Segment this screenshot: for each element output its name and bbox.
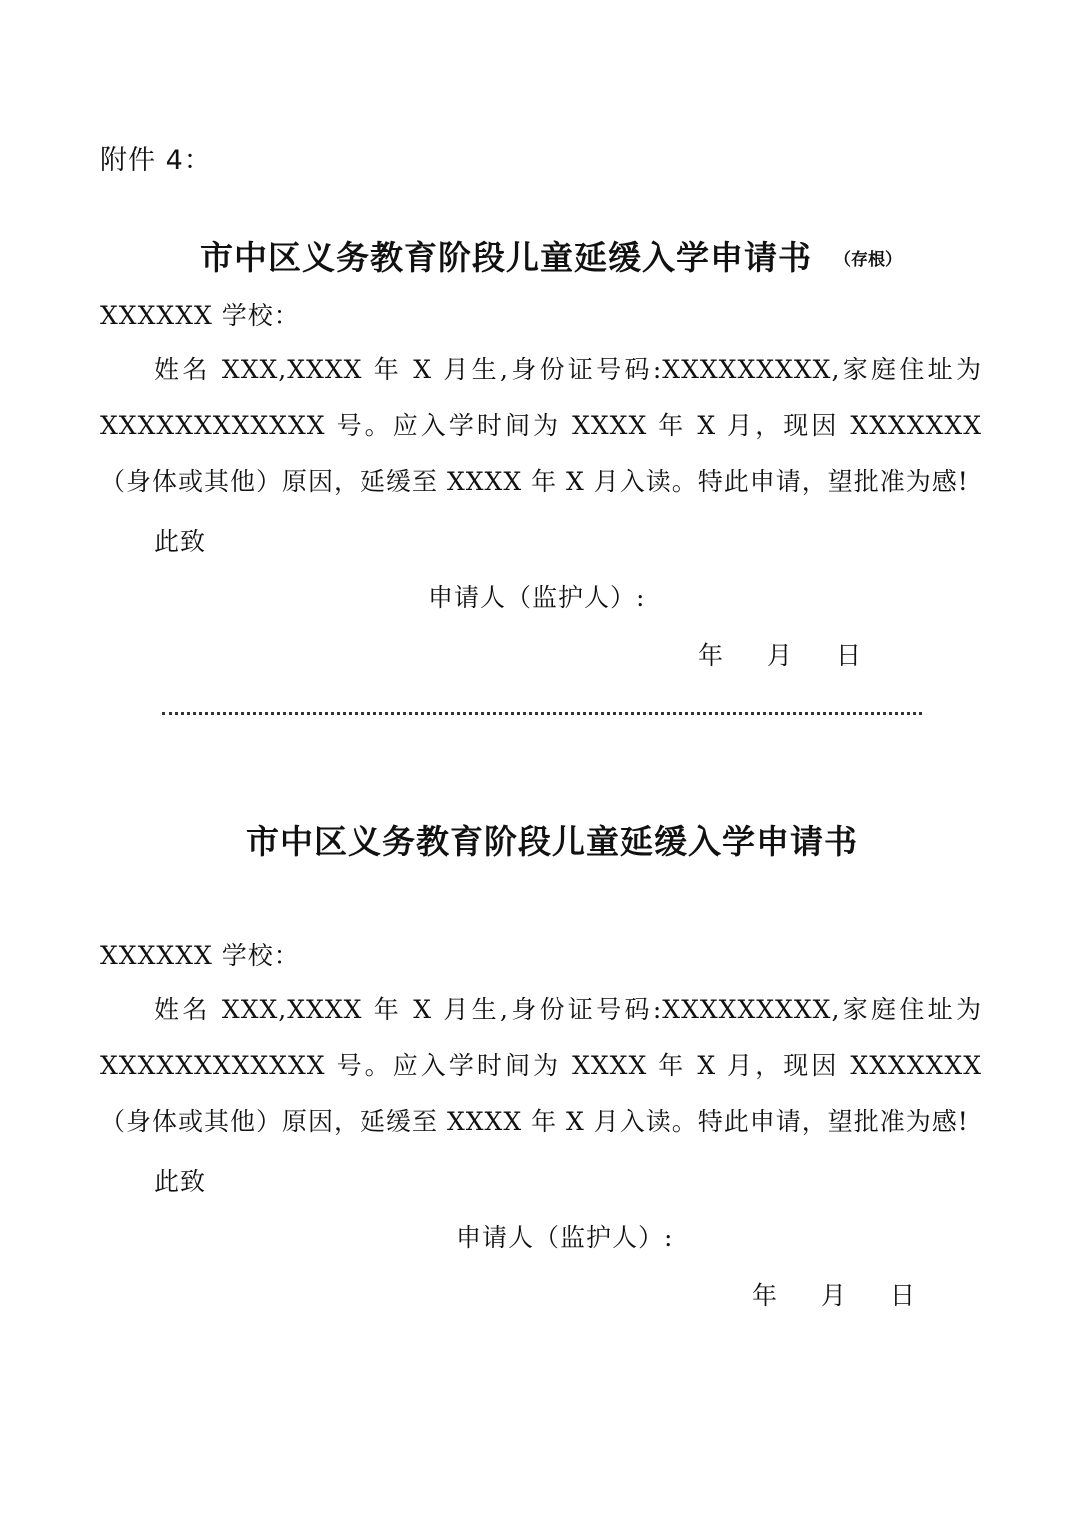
body-paragraph: 姓名 XXX,XXXX 年 X 月生,身份证号码:XXXXXXXXX,家庭住址为 XXXXXXXXXXXX 号。应入学时间为 XXXX 年 X 月，现因 XXXXXXX（身体或其他）原因，延缓至 XXXX 年 X 月入读。特此申请，望批准为感! — [100, 995, 982, 1136]
stub-body-paragraph: 姓名 XXX,XXXX 年 X 月生,身份证号码:XXXXXXXXX,家庭住址为 XXXXXXXXXXXX 号。应入学时间为 XXXX 年 X 月，现因 XXXXXXX（身体或其他）原因，延缓至 XXXX 年 X 月入读。特此申请，望批准为感! — [100, 355, 982, 496]
stub-form-title — [200, 232, 902, 279]
attachment-label: 附件 4： — [100, 145, 212, 176]
stub-closing: 此致 — [154, 527, 207, 556]
stub-date-line — [698, 636, 861, 672]
form-title: 市中区义务教育阶段儿童延缓入学申请书 — [246, 822, 858, 861]
stub-label: （存根） — [834, 250, 902, 270]
stub-date-day: 日 — [836, 641, 862, 670]
stub-form-title-text: 市中区义务教育阶段儿童延缓入学申请书 — [200, 238, 812, 277]
stub-date-year: 年 — [698, 641, 724, 670]
date-line — [752, 1276, 915, 1312]
date-month: 月 — [821, 1281, 847, 1310]
stub-applicant-signature-line: 申请人（监护人）: — [428, 583, 646, 612]
applicant-signature-line: 申请人（监护人）: — [456, 1223, 674, 1252]
stub-salutation: XXXXXX 学校： — [100, 301, 300, 330]
salutation: XXXXXX 学校： — [100, 941, 300, 970]
stub-date-month: 月 — [767, 641, 793, 670]
date-day: 日 — [890, 1281, 916, 1310]
closing: 此致 — [154, 1167, 207, 1196]
tear-off-divider — [162, 712, 922, 715]
date-year: 年 — [752, 1281, 778, 1310]
